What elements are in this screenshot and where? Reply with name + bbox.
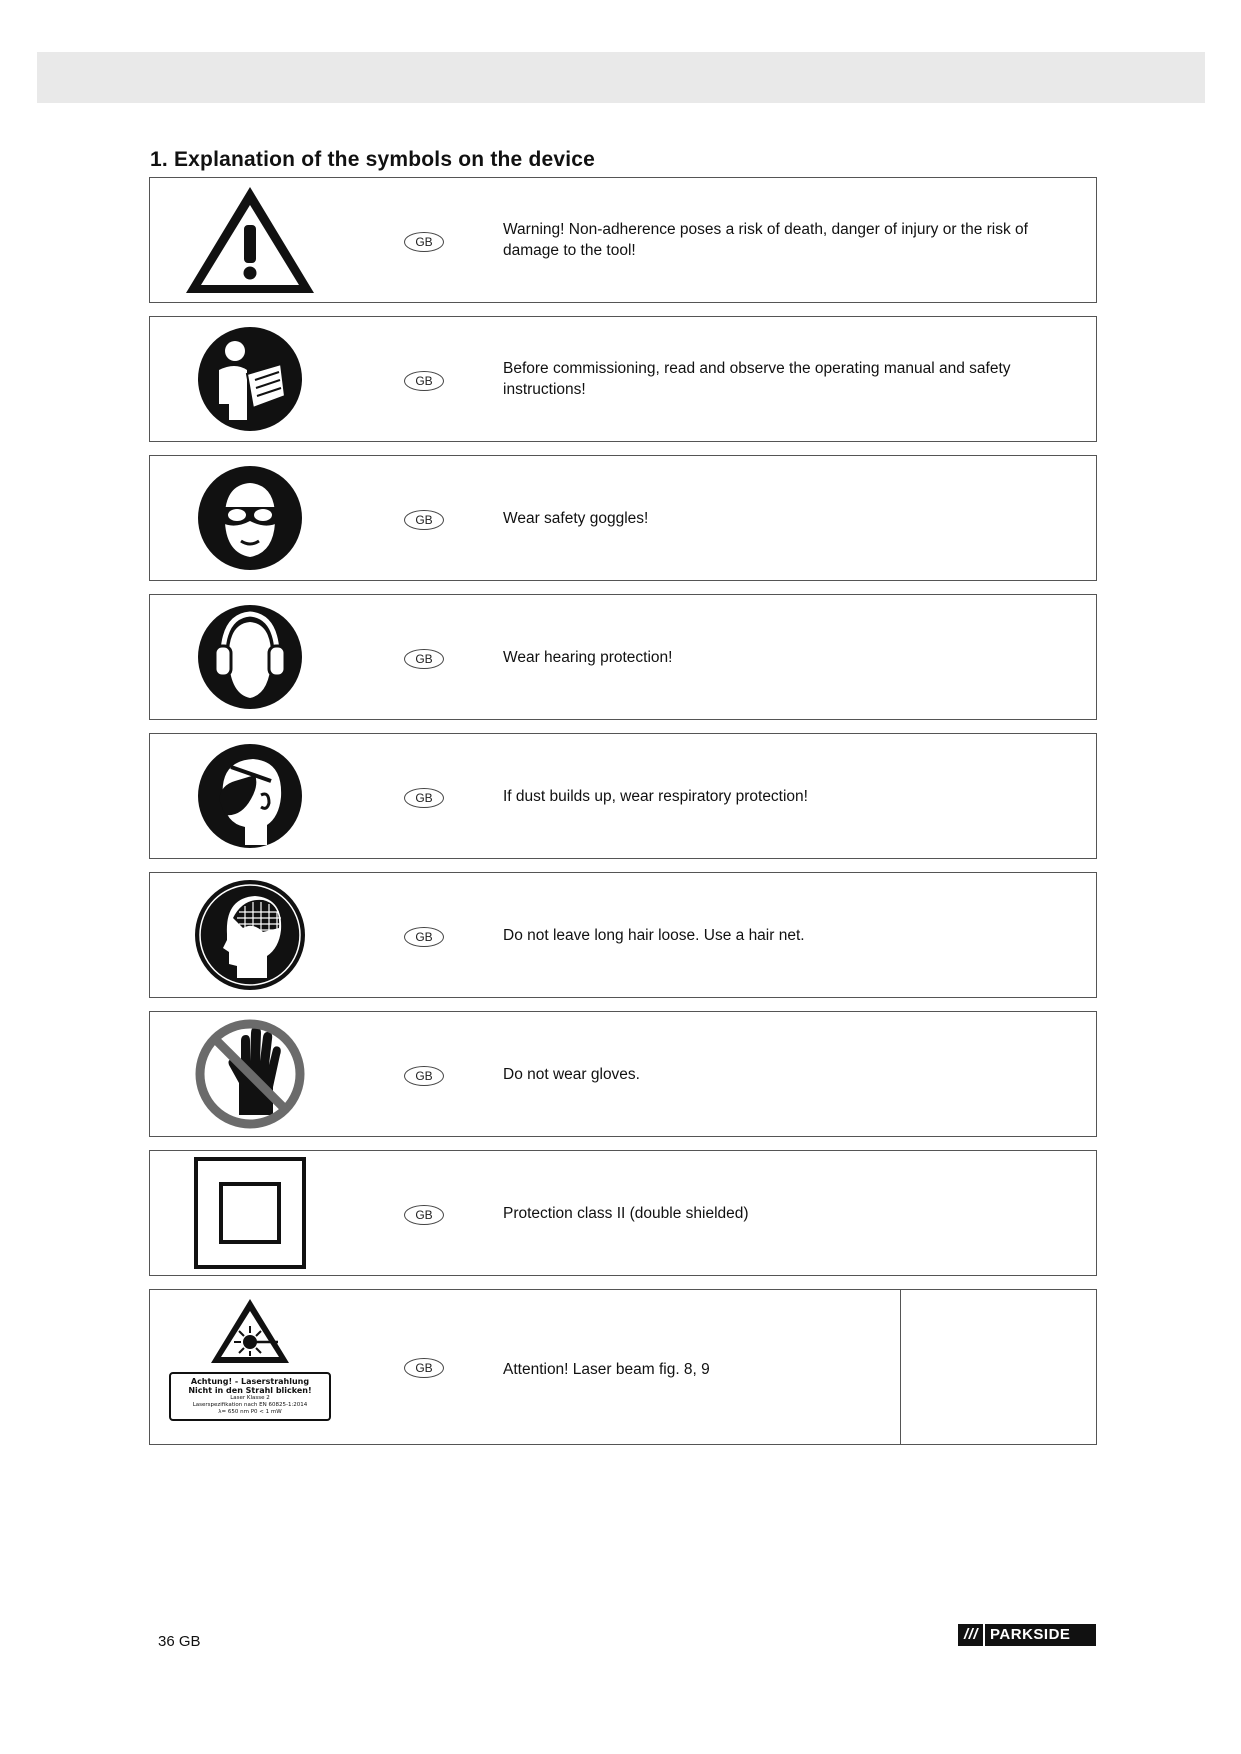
symbol-row [149,1150,1097,1276]
language-badge: GB [404,232,444,252]
laser-label-line: λ= 650 nm P0 < 1 mW [218,1409,282,1415]
respiratory-protection-icon [180,740,320,852]
symbol-description: Before commissioning, read and observe the operating manual and safety instructions! [503,360,1011,398]
symbol-description: If dust builds up, wear respiratory protection! [503,787,808,805]
laser-label-line: Laser Klasse 2 [230,1395,270,1401]
laser-label-line: Laserspezifikation nach EN 60825-1:2014 [192,1402,308,1408]
symbol-row [149,316,1097,442]
no-gloves-icon [180,1018,320,1130]
header-band [37,52,1205,103]
symbol-description: Protection class II (double shielded) [503,1204,749,1222]
page-number: 36 GB [158,1633,201,1650]
language-badge: GB [404,927,444,947]
section-heading [150,148,595,172]
symbol-description: Attention! Laser beam fig. 8, 9 [503,1361,710,1378]
language-badge: GB [404,788,444,808]
laser-label-line: Nicht in den Strahl blicken! [188,1386,312,1395]
laser-label-line: Achtung! - Laserstrahlung [190,1377,310,1386]
symbol-row [149,1011,1097,1137]
hair-net-icon [180,879,320,991]
symbol-description: Wear hearing protection! [503,648,673,666]
read-manual-icon [180,323,320,435]
language-badge: GB [404,510,444,530]
safety-goggles-icon [180,462,320,574]
symbol-row [149,1289,1097,1445]
section-title: Explanation of the symbols on the device [173,148,596,171]
symbol-row [149,872,1097,998]
symbol-description: Do not wear gloves. [503,1065,640,1083]
language-badge: GB [404,1358,444,1378]
symbol-description: Warning! Non-adherence poses a risk of death, danger of injury or the risk of damage to the tool! [503,221,1028,259]
warning-triangle-icon [180,184,320,296]
language-badge: GB [404,649,444,669]
brand-mark: /// [958,1624,985,1646]
laser-warning-icon [180,1296,320,1438]
brand-name: PARKSIDE [990,1626,1071,1643]
hearing-protection-icon [180,601,320,713]
language-badge: GB [404,1066,444,1086]
laser-label [169,1372,331,1421]
symbol-row [149,177,1097,303]
symbol-row [149,455,1097,581]
symbol-description: Do not leave long hair loose. Use a hair net. [503,926,805,944]
cell-divider [900,1290,901,1444]
parkside-logo [958,1624,1096,1646]
symbol-row [149,733,1097,859]
section-number: 1. [150,148,168,171]
language-badge: GB [404,371,444,391]
protection-class-2-icon [180,1157,320,1269]
symbol-row [149,594,1097,720]
language-badge: GB [404,1205,444,1225]
symbol-description: Wear safety goggles! [503,509,649,527]
